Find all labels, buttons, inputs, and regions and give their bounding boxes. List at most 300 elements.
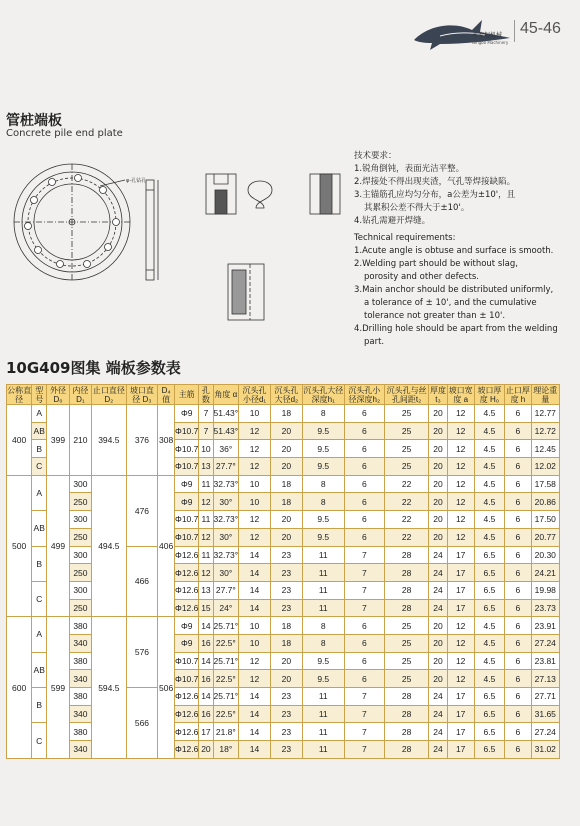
table-cell: Φ12.6 [175, 546, 199, 564]
req-cn-3b: 其累积公差不得大于±10'。 [364, 203, 470, 213]
table-cell: 20 [270, 422, 302, 440]
table-cell: 16 [199, 705, 213, 723]
table-cell: 14 [239, 705, 271, 723]
table-cell: 18° [213, 741, 239, 759]
inner-diameter-cell: 210 [69, 405, 91, 476]
table-cell: 12 [239, 440, 271, 458]
outer-diameter-cell: 499 [47, 475, 70, 617]
table-cell: 4.5 [474, 511, 505, 529]
table-row [7, 564, 560, 582]
table-cell: 6 [344, 440, 384, 458]
inner-diameter-cell: 340 [69, 705, 91, 723]
table-cell: 20 [270, 652, 302, 670]
table-cell: 23.73 [531, 599, 559, 617]
table-cell: 20 [270, 670, 302, 688]
table-cell: 12.02 [531, 458, 559, 476]
table-cell: 7 [344, 599, 384, 617]
table-cell: 20.30 [531, 546, 559, 564]
table-cell: 4.5 [474, 528, 505, 546]
table-cell: 22.5° [213, 670, 239, 688]
header-cell: 理论重量 [531, 385, 559, 405]
section-title-en: Concrete pile end plate [6, 128, 123, 139]
page-numbers: 45-46 [520, 20, 561, 37]
table-cell: 12 [447, 670, 474, 688]
table-cell: 22 [384, 493, 428, 511]
table-cell: 22.5° [213, 705, 239, 723]
table-cell: 16 [199, 670, 213, 688]
table-cell: 11 [199, 511, 213, 529]
type-cell: A [32, 475, 47, 510]
table-cell: 23 [270, 546, 302, 564]
table-cell: 28 [384, 564, 428, 582]
table-cell: Φ9 [175, 634, 199, 652]
table-cell: 27.24 [531, 723, 559, 741]
table-row [7, 670, 560, 688]
type-cell: AB [32, 511, 47, 546]
type-cell: C [32, 458, 47, 476]
table-cell: 11 [302, 741, 344, 759]
inner-diameter-cell: 300 [69, 475, 91, 493]
table-cell: 17.58 [531, 475, 559, 493]
table-cell: 25 [384, 405, 428, 423]
table-cell: 6 [505, 458, 531, 476]
table-cell: 20 [429, 634, 448, 652]
table-cell: 10 [239, 405, 271, 423]
table-cell: 20 [429, 475, 448, 493]
header-cell: 沉头孔大径d₂ [270, 385, 302, 405]
header-cell: D₄值 [158, 385, 175, 405]
table-cell: 17 [447, 723, 474, 741]
table-cell: 32.73° [213, 511, 239, 529]
table-cell: 13 [199, 581, 213, 599]
table-cell: 31.65 [531, 705, 559, 723]
table-cell: 30° [213, 493, 239, 511]
table-cell: Φ10.7 [175, 511, 199, 529]
table-cell: 4.5 [474, 475, 505, 493]
inner-diameter-cell: 380 [69, 652, 91, 670]
table-cell: 4.5 [474, 440, 505, 458]
table-cell: 14 [239, 688, 271, 706]
table-cell: Φ9 [175, 475, 199, 493]
table-cell: 6 [505, 546, 531, 564]
table-cell: 19.98 [531, 581, 559, 599]
table-cell: 14 [239, 741, 271, 759]
type-cell: B [32, 546, 47, 581]
table-cell: 28 [384, 705, 428, 723]
header-cell: 沉头孔小径深度h₂ [344, 385, 384, 405]
rabbet-diameter-cell: 394.5 [92, 405, 127, 476]
table-cell: 12 [447, 493, 474, 511]
table-cell: 13 [199, 458, 213, 476]
table-cell: 24 [429, 599, 448, 617]
table-cell: 12 [447, 440, 474, 458]
table-cell: 20.77 [531, 528, 559, 546]
table-cell: 9.5 [302, 670, 344, 688]
table-cell: 12.45 [531, 440, 559, 458]
table-cell: 28 [384, 688, 428, 706]
table-cell: 27.71 [531, 688, 559, 706]
rabbet-diameter-cell: 594.5 [92, 617, 127, 759]
table-cell: 11 [302, 723, 344, 741]
table-cell: 14 [239, 581, 271, 599]
table-cell: 17 [447, 564, 474, 582]
table-cell: 23 [270, 723, 302, 741]
table-cell: 6.5 [474, 581, 505, 599]
table-cell: 24 [429, 546, 448, 564]
type-cell: AB [32, 652, 47, 687]
table-cell: 7 [344, 581, 384, 599]
table-cell: 12 [199, 493, 213, 511]
table-cell: 25 [384, 422, 428, 440]
table-cell: 7 [344, 688, 384, 706]
table-row [7, 634, 560, 652]
table-cell: 17 [447, 546, 474, 564]
table-cell: 8 [302, 617, 344, 635]
table-cell: 12 [199, 564, 213, 582]
table-cell: 32.73° [213, 546, 239, 564]
type-cell: B [32, 440, 47, 458]
table-cell: 18 [270, 493, 302, 511]
table-cell: 20 [429, 670, 448, 688]
table-cell: 24 [429, 688, 448, 706]
table-cell: 25 [384, 617, 428, 635]
req-en-1: 1.Acute angle is obtuse and surface is smooth. [354, 246, 554, 256]
inner-diameter-cell: 250 [69, 493, 91, 511]
table-cell: 9.5 [302, 652, 344, 670]
table-row [7, 723, 560, 741]
table-cell: 12 [239, 422, 271, 440]
rabbet-diameter-cell: 494.5 [92, 475, 127, 617]
table-cell: 6 [344, 493, 384, 511]
inner-diameter-cell: 250 [69, 528, 91, 546]
nominal-diameter-cell: 600 [7, 617, 32, 759]
table-cell: 11 [302, 546, 344, 564]
hole-label: φ-孔钻孔 [126, 178, 147, 184]
table-cell: 12 [239, 511, 271, 529]
table-cell: 6.5 [474, 546, 505, 564]
table-cell: 6 [505, 705, 531, 723]
table-cell: 7 [344, 564, 384, 582]
table-cell: 12.77 [531, 405, 559, 423]
table-cell: 12 [447, 617, 474, 635]
inner-diameter-cell: 250 [69, 564, 91, 582]
header-cell: 止口厚度 h [505, 385, 530, 404]
table-cell: 6 [505, 422, 531, 440]
table-cell: 31.02 [531, 741, 559, 759]
table-cell: 6 [344, 670, 384, 688]
table-cell: Φ10.7 [175, 422, 199, 440]
table-cell: Φ10.7 [175, 458, 199, 476]
header-cell: 沉头孔小径d₁ [239, 385, 271, 405]
table-cell: 12.72 [531, 422, 559, 440]
table-cell: 10 [239, 617, 271, 635]
table-cell: 17 [199, 723, 213, 741]
table-cell: 14 [239, 723, 271, 741]
req-en-2b: porosity and other defects. [364, 272, 479, 282]
header-cell: 沉头孔与丝孔间距t₂ [384, 385, 428, 405]
table-cell: 22 [384, 528, 428, 546]
table-cell: 10 [239, 493, 271, 511]
table-cell: 28 [384, 723, 428, 741]
table-cell: Φ12.6 [175, 564, 199, 582]
table-cell: 17 [447, 599, 474, 617]
header-cell: 坡口直径 D₃ [126, 385, 158, 405]
table-cell: 8 [302, 405, 344, 423]
req-cn-1: 1.锐角倒钝，表面光洁平整。 [354, 164, 465, 174]
req-en-2: 2.Welding part should be without slag, [354, 259, 518, 269]
table-cell: 14 [239, 564, 271, 582]
table-cell: 11 [302, 688, 344, 706]
end-plate-parameter-table [6, 384, 560, 759]
table-cell: Φ10.7 [175, 440, 199, 458]
table-cell: 20 [429, 422, 448, 440]
table-cell: 25.71° [213, 617, 239, 635]
inner-diameter-cell: 380 [69, 617, 91, 635]
table-cell: 12 [239, 670, 271, 688]
header-cell: 坡口宽度 a [448, 385, 473, 404]
table-cell: Φ12.6 [175, 599, 199, 617]
table-cell: 20 [429, 458, 448, 476]
table-cell: Φ9 [175, 405, 199, 423]
technical-requirements [354, 150, 576, 349]
table-cell: 28 [384, 581, 428, 599]
table-cell: 7 [344, 705, 384, 723]
end-plate-drawing [10, 160, 350, 350]
inner-diameter-cell: 380 [69, 688, 91, 706]
table-cell: 25 [384, 440, 428, 458]
table-cell: 51.43° [213, 405, 239, 423]
table-cell: 12 [239, 528, 271, 546]
table-cell: 12 [447, 475, 474, 493]
d4-cell: 506 [158, 617, 175, 759]
table-cell: 6 [505, 440, 531, 458]
table-cell: 8 [302, 493, 344, 511]
table-cell: 25.71° [213, 688, 239, 706]
table-cell: 16 [199, 634, 213, 652]
table-cell: 18 [270, 617, 302, 635]
header-divider [514, 20, 515, 42]
table-cell: 18 [270, 405, 302, 423]
table-cell: 24.21 [531, 564, 559, 582]
type-cell: AB [32, 422, 47, 440]
table-cell: 11 [302, 599, 344, 617]
table-cell: 6.5 [474, 688, 505, 706]
header-cell: 厚度 t₃ [429, 385, 446, 404]
table-cell: 6.5 [474, 705, 505, 723]
table-cell: 28 [384, 599, 428, 617]
table-row [7, 741, 560, 759]
table-cell: 6 [344, 475, 384, 493]
table-cell: 12 [447, 528, 474, 546]
table-cell: 28 [384, 741, 428, 759]
table-row [7, 493, 560, 511]
outer-diameter-cell: 599 [47, 617, 70, 759]
table-cell: 7 [344, 741, 384, 759]
table-cell: 25 [384, 670, 428, 688]
groove-diameter-cell: 576 [126, 617, 158, 688]
table-cell: 23 [270, 741, 302, 759]
table-title: 10G409图集 端板参数表 [6, 359, 181, 377]
table-cell: 6 [505, 617, 531, 635]
table-cell: 22.5° [213, 634, 239, 652]
table-cell: 23 [270, 599, 302, 617]
table-cell: 7 [199, 405, 213, 423]
table-cell: 30° [213, 528, 239, 546]
table-cell: 22 [384, 475, 428, 493]
table-cell: 23 [270, 688, 302, 706]
table-cell: Φ10.7 [175, 652, 199, 670]
table-cell: 20 [429, 511, 448, 529]
table-cell: 6 [505, 475, 531, 493]
table-cell: 18 [270, 475, 302, 493]
table-cell: 12 [199, 528, 213, 546]
table-cell: 6 [505, 528, 531, 546]
table-cell: 18 [270, 634, 302, 652]
table-cell: 6 [505, 599, 531, 617]
groove-diameter-cell: 476 [126, 475, 158, 546]
header-cell: 外径 D₀ [47, 385, 70, 405]
d4-cell: 406 [158, 475, 175, 617]
header-cell: 坡口厚度 H₀ [474, 385, 505, 405]
table-cell: 20 [429, 493, 448, 511]
type-cell: A [32, 405, 47, 423]
table-header-row [7, 385, 560, 405]
table-cell: 6 [505, 493, 531, 511]
groove-diameter-cell: 566 [126, 688, 158, 759]
table-cell: 25 [384, 458, 428, 476]
req-en-3: 3.Main anchor should be distributed uniformly, [354, 285, 554, 295]
table-cell: 20 [429, 617, 448, 635]
table-cell: 6 [505, 405, 531, 423]
table-cell: 12 [447, 511, 474, 529]
req-en-4b: part. [364, 337, 385, 347]
table-cell: 25.71° [213, 652, 239, 670]
header-cell: 孔数 [199, 385, 213, 405]
inner-diameter-cell: 300 [69, 546, 91, 564]
table-cell: 24 [429, 581, 448, 599]
table-cell: 11 [302, 564, 344, 582]
table-cell: 17.50 [531, 511, 559, 529]
table-cell: Φ12.6 [175, 723, 199, 741]
table-cell: Φ12.6 [175, 705, 199, 723]
table-cell: 4.5 [474, 617, 505, 635]
table-cell: 6.5 [474, 723, 505, 741]
outer-diameter-cell: 399 [47, 405, 70, 476]
inner-diameter-cell: 250 [69, 599, 91, 617]
req-en-3b: a tolerance of ± 10', and the cumulative [364, 298, 537, 308]
table-cell: 8 [302, 634, 344, 652]
table-cell: 6 [344, 405, 384, 423]
table-row [7, 705, 560, 723]
table-row [7, 546, 560, 564]
table-cell: 20 [199, 741, 213, 759]
table-row [7, 528, 560, 546]
table-cell: 7 [344, 546, 384, 564]
type-cell: B [32, 688, 47, 723]
inner-diameter-cell: 340 [69, 634, 91, 652]
table-row [7, 405, 560, 423]
table-cell: 25 [384, 652, 428, 670]
table-cell: 30° [213, 564, 239, 582]
table-cell: 12 [447, 652, 474, 670]
table-cell: 9.5 [302, 422, 344, 440]
table-cell: 6 [344, 617, 384, 635]
table-cell: 17 [447, 705, 474, 723]
table-cell: Φ12.6 [175, 741, 199, 759]
table-row [7, 581, 560, 599]
table-cell: 14 [199, 652, 213, 670]
table-row [7, 688, 560, 706]
table-cell: 4.5 [474, 458, 505, 476]
table-cell: 12 [447, 422, 474, 440]
table-cell: 20 [270, 440, 302, 458]
table-cell: 6 [505, 581, 531, 599]
table-cell: 6 [344, 652, 384, 670]
req-cn-4: 4.钻孔需避开焊缝。 [354, 216, 431, 226]
inner-diameter-cell: 300 [69, 511, 91, 529]
table-cell: 8 [302, 475, 344, 493]
table-cell: 27.7° [213, 458, 239, 476]
table-cell: 7 [344, 723, 384, 741]
table-cell: 25 [384, 634, 428, 652]
table-cell: 20 [270, 528, 302, 546]
table-cell: 4.5 [474, 670, 505, 688]
header-cell: 内径 D₁ [69, 385, 91, 405]
table-cell: 10 [199, 440, 213, 458]
logo-text: 永安起机械 [472, 32, 503, 39]
table-cell: 23 [270, 564, 302, 582]
logo-subtext: Ningbo Machinery [472, 40, 509, 45]
table-cell: Φ10.7 [175, 670, 199, 688]
nominal-diameter-cell: 500 [7, 475, 32, 617]
table-cell: 20 [429, 652, 448, 670]
header-cell: 型号 [32, 385, 47, 405]
header-cell: 角度 α [213, 385, 239, 405]
table-cell: 14 [239, 546, 271, 564]
table-cell: 24 [429, 723, 448, 741]
table-cell: Φ9 [175, 493, 199, 511]
header-cell: 止口直径 D₂ [92, 385, 125, 404]
type-cell: C [32, 581, 47, 616]
table-row [7, 652, 560, 670]
table-cell: Φ12.6 [175, 688, 199, 706]
table-cell: 14 [199, 688, 213, 706]
table-cell: 4.5 [474, 634, 505, 652]
table-cell: 6 [505, 634, 531, 652]
table-cell: 4.5 [474, 405, 505, 423]
section-title-cn: 管桩端板 [6, 113, 62, 129]
table-row [7, 617, 560, 635]
table-cell: 9.5 [302, 440, 344, 458]
table-cell: 27.7° [213, 581, 239, 599]
req-title-cn: 技术要求： [354, 151, 397, 161]
table-cell: 23 [270, 581, 302, 599]
table-cell: 12 [239, 458, 271, 476]
header-cell: 主筋 [175, 385, 199, 405]
header-cell: 公称直径 [7, 385, 32, 404]
table-cell: 6.5 [474, 564, 505, 582]
company-logo [410, 14, 515, 54]
table-cell: 22 [384, 511, 428, 529]
table-cell: 36° [213, 440, 239, 458]
d4-cell: 308 [158, 405, 175, 476]
table-cell: 6 [505, 564, 531, 582]
table-cell: Φ9 [175, 617, 199, 635]
table-cell: 6 [505, 652, 531, 670]
table-cell: 4.5 [474, 652, 505, 670]
table-cell: 24 [429, 741, 448, 759]
table-cell: 6.5 [474, 741, 505, 759]
